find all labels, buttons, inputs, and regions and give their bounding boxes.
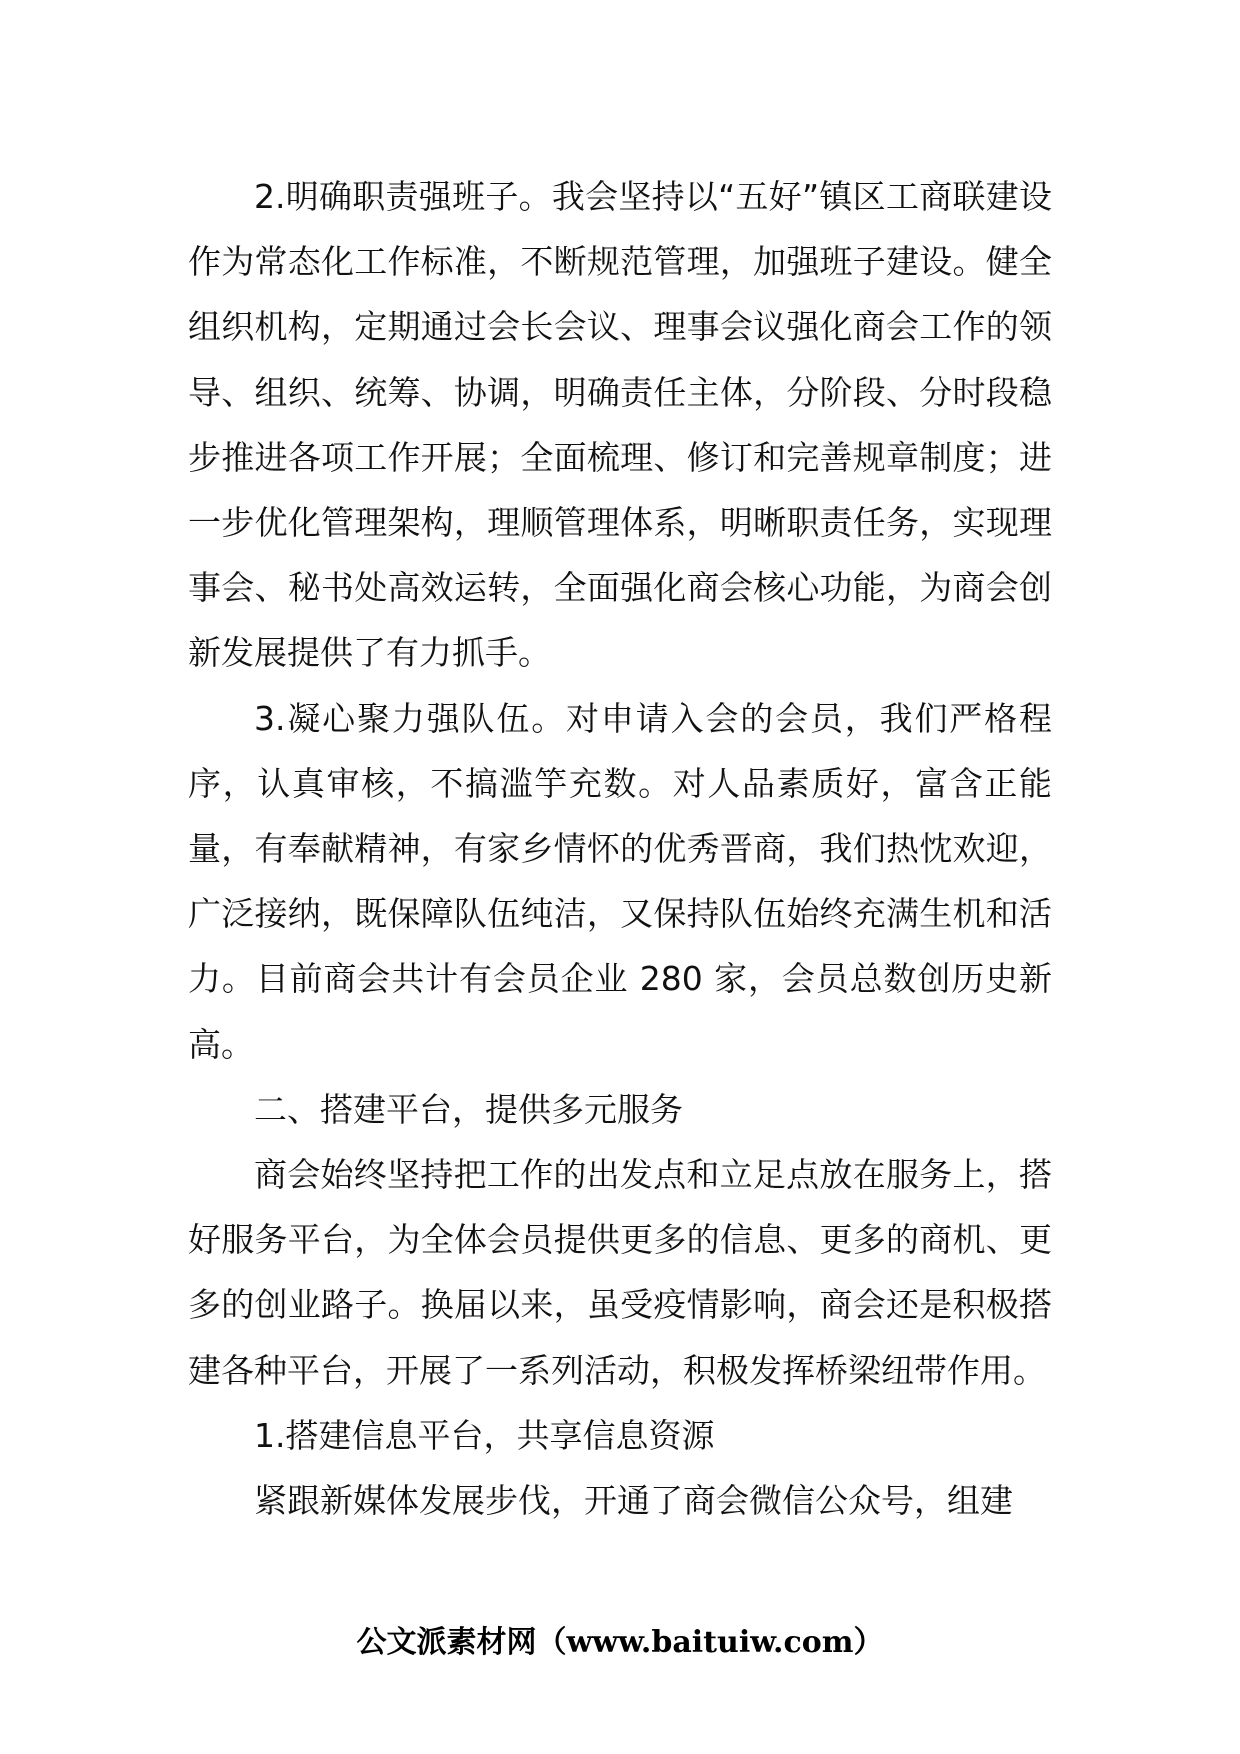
section-heading-platform: 二、搭建平台，提供多元服务 <box>254 1089 683 1129</box>
paragraph-duties: 2.明确职责强班子。我会坚持以“五好”镇区工商联建设作为常态化工作标准，不断规范管理，加强班子建设。健全组织机构，定期通过会长会议、理事会议强化商会工作的领导、组织、统筹、协调，明确责任主体，分阶段、分时段稳步推进各项工作开展；全面梳理、修订和完善规章制度；进一步优化管理架构，理顺管理体系，明晰职责任务，实现理事会、秘书处高效运转，全面强化商会核心功能，为商会创新发展提供了有力抓手。 <box>188 177 1052 673</box>
paragraph-team: 3.凝心聚力强队伍。对申请入会的会员，我们严格程序，认真审核，不搞滥竽充数。对人品素质好，富含正能量，有奉献精神，有家乡情怀的优秀晋商，我们热忱欢迎，广泛接纳，既保障队伍纯洁，又保持队伍始终充满生机和活力。目前商会共计有会员企业 280 家，会员总数创历史新高。 <box>188 698 1052 1064</box>
subheading-info-platform: 1.搭建信息平台，共享信息资源 <box>254 1415 715 1455</box>
paragraph-service: 商会始终坚持把工作的出发点和立足点放在服务上，搭好服务平台，为全体会员提供更多的信息、更多的商机、更多的创业路子。换届以来，虽受疫情影响，商会还是积极搭建各种平台，开展了一系列活动，积极发挥桥梁纽带作用。 <box>188 1155 1052 1390</box>
paragraph-new-media: 紧跟新媒体发展步伐，开通了商会微信公众号，组建 <box>254 1481 1013 1521</box>
document-body <box>188 164 1052 1533</box>
footer-watermark: 公文派素材网（www.baituiw.com） <box>356 1625 884 1660</box>
